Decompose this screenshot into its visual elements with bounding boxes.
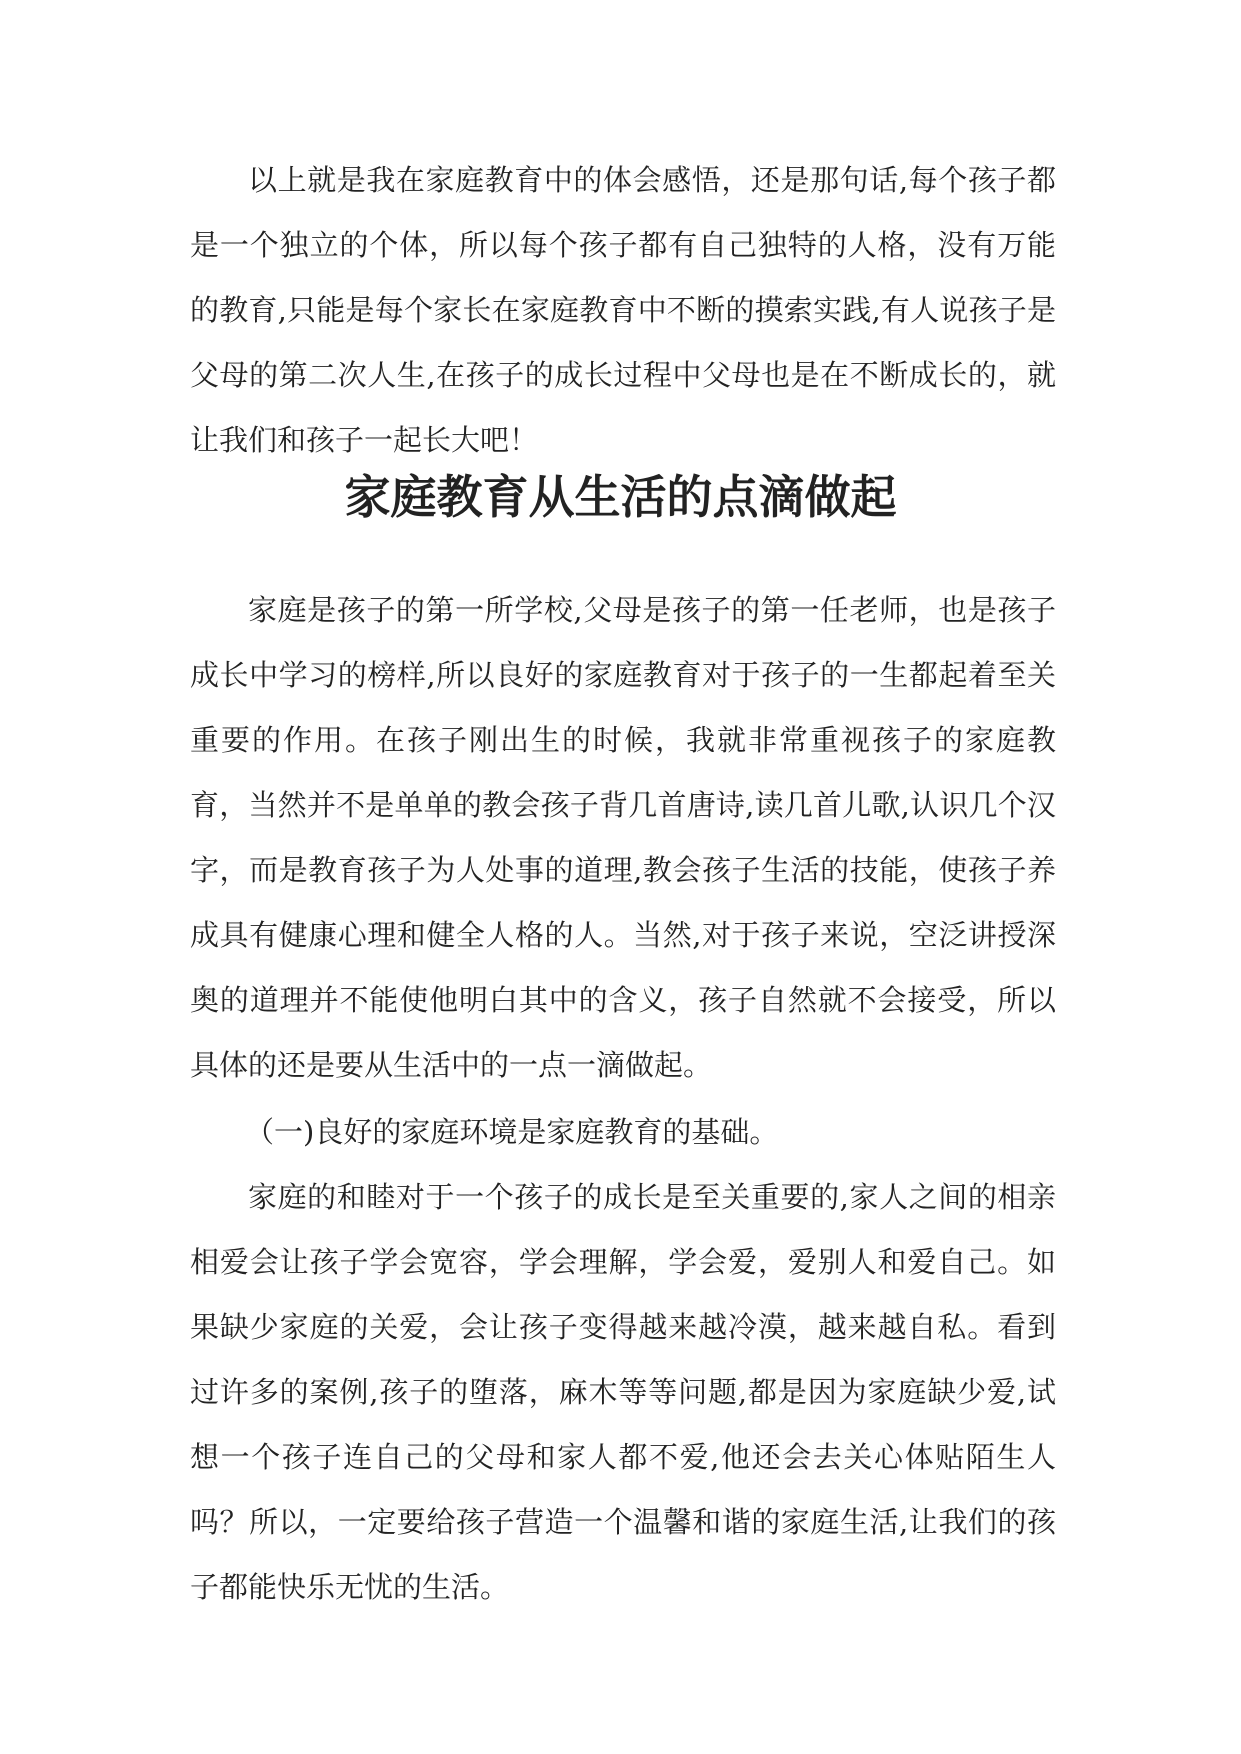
paragraph-family-harmony: 家庭的和睦对于一个孩子的成长是至关重要的,家人之间的相亲相爱会让孩子学会宽容，学会理解，学会爱，爱别人和爱自己。如果缺少家庭的关爱，会让孩子变得越来越冷漠，越来越自私。看到过许多的案例,孩子的堕落，麻木等等问题,都是因为家庭缺少爱,试想一个孩子连自己的父母和家人都不爱,他还会去关心体贴陌生人吗？所以，一定要给孩子营造一个温馨和谐的家庭生活,让我们的孩子都能快乐无忧的生活。 [190, 1180, 1056, 1604]
section-heading-1: （一)良好的家庭环境是家庭教育的基础。 [245, 1115, 779, 1149]
paragraph-home-is-first-school: 家庭是孩子的第一所学校,父母是孩子的第一任老师，也是孩子成长中学习的榜样,所以良好的家庭教育对于孩子的一生都起着至关重要的作用。在孩子刚出生的时候，我就非常重视孩子的家庭教育，当然并不是单单的教会孩子背几首唐诗,读几首儿歌,认识几个汉字，而是教育孩子为人处事的道理,教会孩子生活的技能，使孩子养成具有健康心理和健全人格的人。当然,对于孩子来说，空泛讲授深奥的道理并不能使他明白其中的含义，孩子自然就不会接受，所以具体的还是要从生活中的一点一滴做起。 [190, 593, 1056, 1082]
intro-paragraph: 以上就是我在家庭教育中的体会感悟，还是那句话,每个孩子都是一个独立的个体，所以每个孩子都有自己独特的人格，没有万能的教育,只能是每个家长在家庭教育中不断的摸索实践,有人说孩子是父母的第二次人生,在孩子的成长过程中父母也是在不断成长的，就让我们和孩子一起长大吧！ [190, 163, 1056, 457]
page-title: 家庭教育从生活的点滴做起 [344, 470, 897, 524]
